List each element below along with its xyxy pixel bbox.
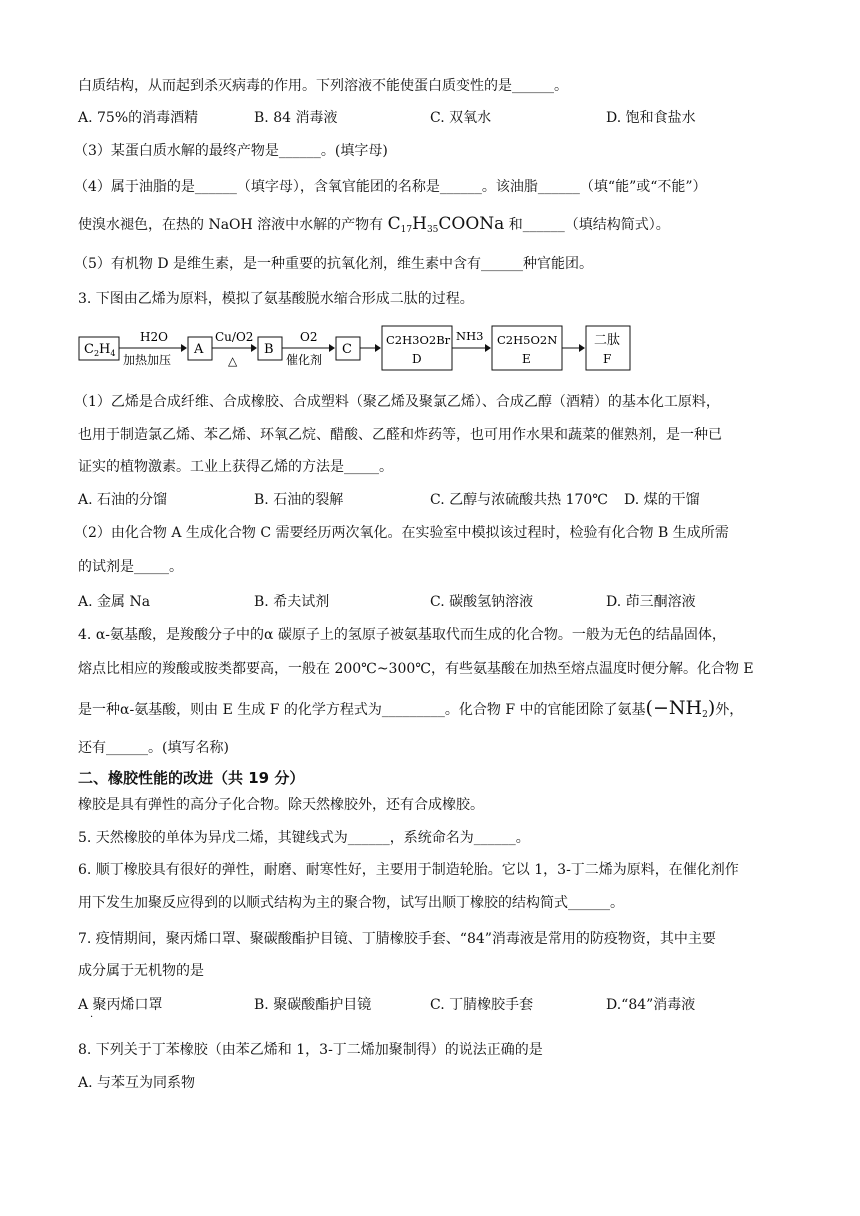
- text-line: 橡胶是具有弹性的高分子化合物。除天然橡胶外，还有合成橡胶。: [78, 797, 484, 813]
- label-nh3: NH3: [456, 329, 484, 343]
- option-d: D.“84”消毒液: [606, 997, 696, 1013]
- text-line: 也用于制造氯乙烯、苯乙烯、环氧乙烷、醋酸、乙醛和炸药等，也可用作水果和蔬菜的催熟剂，是一种已: [78, 427, 722, 443]
- label-catalyst: 催化剂: [286, 353, 323, 367]
- text-line: 是一种α-氨基酸，则由 E 生成 F 的化学方程式为_________。化合物 F 中的官能团除了氨基$(-NH_2)$外，: [78, 697, 744, 720]
- text-line: （3）某蛋白质水解的最终产物是______。(填字母): [74, 143, 388, 159]
- label-dipeptide: 二肽: [594, 333, 621, 348]
- option-d: D. 饱和食盐水: [606, 110, 696, 126]
- label-b: B: [264, 342, 274, 357]
- formula-c17h35coona: $C_{17}H_{35}COONa$: [387, 214, 505, 235]
- text-line: 8. 下列关于丁苯橡胶（由苯乙烯和 1，3-丁二烯加聚制得）的说法正确的是: [78, 1042, 543, 1058]
- arrowhead-2: [251, 344, 257, 352]
- label-a: A: [194, 342, 204, 357]
- text-line: （2）由化合物 A 生成化合物 C 需要经历两次氧化。在实验室中模拟该过程时，检验有化合物 B 生成所需: [74, 525, 729, 541]
- text-line: A. 与苯互为同系物: [78, 1075, 196, 1091]
- label-heat-pressure: 加热加压: [123, 353, 172, 367]
- label-cu-o2: Cu/O2: [215, 330, 254, 344]
- text-line: （4）属于油脂的是______（填字母），含氧官能团的名称是______。该油脂______（填“能”或“不能”）: [74, 179, 707, 195]
- text-line: 证实的植物激素。工业上获得乙烯的方法是_____。: [78, 459, 393, 475]
- option-b: B. 聚碳酸酯护目镜: [254, 997, 372, 1013]
- arrowhead-3: [329, 344, 335, 352]
- option-c: C. 双氧水: [430, 110, 492, 126]
- option-b: B. 石油的裂解: [254, 492, 344, 508]
- text-line: 3. 下图由乙烯为原料，模拟了氨基酸脱水缩合形成二肽的过程。: [78, 291, 474, 307]
- text-line: 的试剂是_____。: [78, 559, 183, 575]
- option-a: A 聚丙烯口罩: [78, 997, 163, 1013]
- label-e: E: [522, 352, 531, 366]
- label-h2o: H2O: [140, 330, 168, 344]
- label-d: D: [412, 352, 422, 366]
- arrowhead-5: [485, 344, 491, 352]
- option-d: D. 茚三酮溶液: [606, 594, 696, 610]
- text-line: 成分属于无机物的是: [78, 963, 204, 979]
- dot-mark: ·: [90, 1012, 94, 1023]
- option-a: A. 石油的分馏: [78, 492, 168, 508]
- alpha-symbol: α-: [95, 627, 110, 643]
- label-c2h4: $C_2H_4$: [84, 342, 116, 358]
- text-line: 用下发生加聚反应得到的以顺式结构为主的聚合物，试写出顺丁橡胶的结构简式______。: [78, 895, 624, 911]
- label-c2h5o2n: C2H5O2N: [497, 333, 558, 347]
- alpha-symbol: α-: [120, 702, 135, 718]
- label-o2: O2: [300, 330, 318, 344]
- arrowhead-4: [375, 344, 381, 352]
- text-line-formula: [78, 214, 670, 240]
- text-line: （1）乙烯是合成纤维、合成橡胶、合成塑料（聚乙烯及聚氯乙烯）、合成乙醇（酒精）的基本化工原料，: [74, 394, 720, 410]
- text-line: 还有______。(填写名称): [78, 740, 229, 756]
- alpha-symbol: α: [264, 627, 274, 643]
- option-c: C. 丁腈橡胶手套: [430, 997, 534, 1013]
- option-b: B. 84 消毒液: [254, 110, 338, 126]
- label-c: C: [342, 342, 352, 357]
- arrowhead-6: [579, 344, 585, 352]
- formula-nh2: $(-NH_2)$: [645, 697, 716, 720]
- section-heading: 二、橡胶性能的改进（共 19 分）: [78, 769, 305, 787]
- reaction-flow-diagram: [78, 324, 638, 374]
- label-f: F: [603, 352, 612, 366]
- option-a: A. 75%的消毒酒精: [78, 110, 199, 126]
- arrowhead-1: [181, 344, 187, 352]
- text-line: （5）有机物 D 是维生素，是一种重要的抗氧化剂，维生素中含有______种官能团。: [74, 256, 594, 272]
- option-a: A. 金属 Na: [78, 594, 151, 610]
- label-heat: △: [228, 354, 238, 368]
- option-c: C. 乙醇与浓硫酸共热 170℃: [430, 492, 608, 508]
- text-line: 6. 顺丁橡胶具有很好的弹性，耐磨、耐寒性好，主要用于制造轮胎。它以 1，3-丁二烯为原料，在催化剂作: [78, 862, 739, 878]
- text-line: 熔点比相应的羧酸或胺类都要高，一般在 200℃~300℃，有些氨基酸在加热至熔点温度时便分解。化合物 E: [78, 661, 754, 677]
- option-c: C. 碳酸氢钠溶液: [430, 594, 534, 610]
- text-line: 4. α-氨基酸，是羧酸分子中的α 碳原子上的氢原子被氨基取代而生成的化合物。一般为无色的结晶固体，: [78, 627, 726, 643]
- option-d: D. 煤的干馏: [624, 492, 700, 508]
- text-line: 7. 疫情期间，聚丙烯口罩、聚碳酸酯护目镜、丁腈橡胶手套、“84”消毒液是常用的防疫物资，其中主要: [78, 931, 716, 947]
- label-c2h3o2br: C2H3O2Br: [386, 333, 451, 347]
- text-line: 白质结构，从而起到杀灭病毒的作用。下列溶液不能使蛋白质变性的是______。: [78, 78, 568, 94]
- text-segment: 使溴水褪色，在热的 NaOH 溶液中水解的产物有: [78, 217, 384, 233]
- text-segment: 和______（填结构简式）。: [508, 217, 670, 233]
- option-b: B. 希夫试剂: [254, 594, 330, 610]
- text-line: 5. 天然橡胶的单体为异戊二烯，其键线式为______，系统命名为______。: [78, 830, 530, 846]
